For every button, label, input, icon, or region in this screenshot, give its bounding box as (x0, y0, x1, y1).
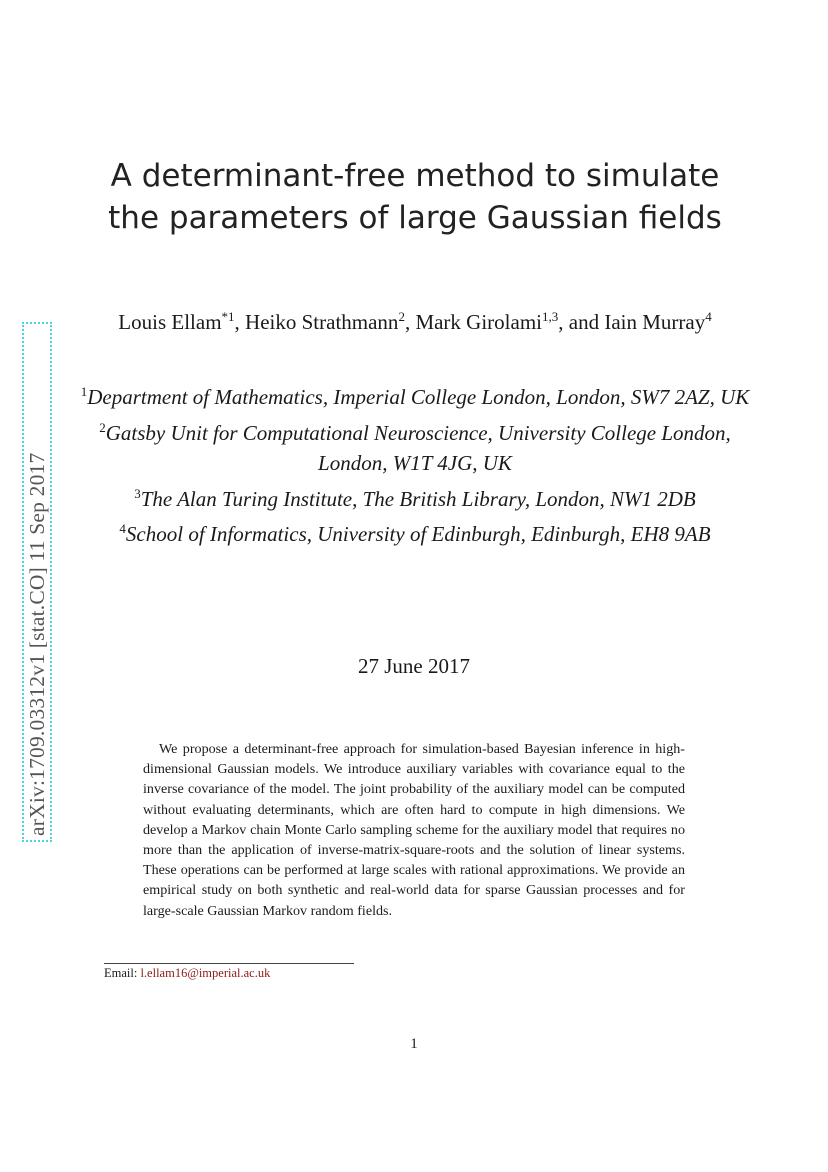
affiliation-item (80, 413, 750, 479)
affiliation-list (80, 377, 750, 550)
author-affiliation-mark: 4 (705, 309, 712, 324)
email-link[interactable]: l.ellam16@imperial.ac.uk (140, 966, 271, 980)
author-name: , and Iain Murray (558, 310, 706, 334)
affiliation-text: School of Informatics, University of Edinburgh, Edinburgh, EH8 9AB (125, 522, 711, 546)
page-number: 1 (410, 1036, 418, 1052)
author-name: Louis Ellam (118, 310, 222, 334)
author-name: , Mark Girolami (404, 310, 542, 334)
affiliation-item (80, 377, 750, 413)
author-affiliation-mark: 2 (398, 309, 405, 324)
affiliation-number: 2 (99, 419, 106, 435)
affiliation-number: 1 (80, 384, 88, 399)
author-affiliation-mark: 1,3 (542, 309, 559, 324)
affiliation-text: The Alan Turing Institute, The British Library, London, NW1 2DB (140, 486, 696, 511)
paper-title: A determinant-free method to simulate the parameters of large Gaussian fields (108, 158, 722, 236)
affiliation-number: 3 (134, 485, 141, 501)
abstract-paragraph: We propose a determinant-free approach for simulation-based Bayesian inference in high-dimensional Gaussian models. We introduce auxiliary variables with covariance equal to the inverse covariance of the model. The joint probability of the auxiliary model can be computed without evaluating determinants, which are often hard to compute in high dimensions. We develop a Markov chain Monte Carlo sampling scheme for the auxiliary model that requires no more than the application of inverse-matrix-square-roots and the solution of linear systems. These operations can be performed at large scales with rational approximations. We provide an empirical study on both synthetic and real-world data for sparse Gaussian processes and for large-scale Gaussian Markov random fields. (143, 741, 685, 919)
affiliation-text: Department of Mathematics, Imperial College London, London, SW7 2AZ, UK (87, 385, 750, 409)
affiliation-number: 4 (119, 521, 126, 536)
publication-date: 27 June 2017 (358, 654, 470, 678)
arxiv-identifier-stamp[interactable]: arXiv:1709.03312v1 [stat.CO] 11 Sep 2017 (22, 322, 52, 842)
affiliation-item (80, 479, 750, 515)
footnote-label: Email: (104, 966, 141, 980)
footnote-divider (104, 963, 354, 964)
author-name: , Heiko Strathmann (234, 310, 399, 334)
author-affiliation-mark: *1 (221, 309, 235, 324)
affiliation-item (80, 514, 750, 550)
author-list (80, 302, 750, 337)
footnote (104, 966, 270, 981)
affiliation-text: Gatsby Unit for Computational Neuroscience, University College London, London, W1T 4JG, UK (105, 420, 731, 475)
